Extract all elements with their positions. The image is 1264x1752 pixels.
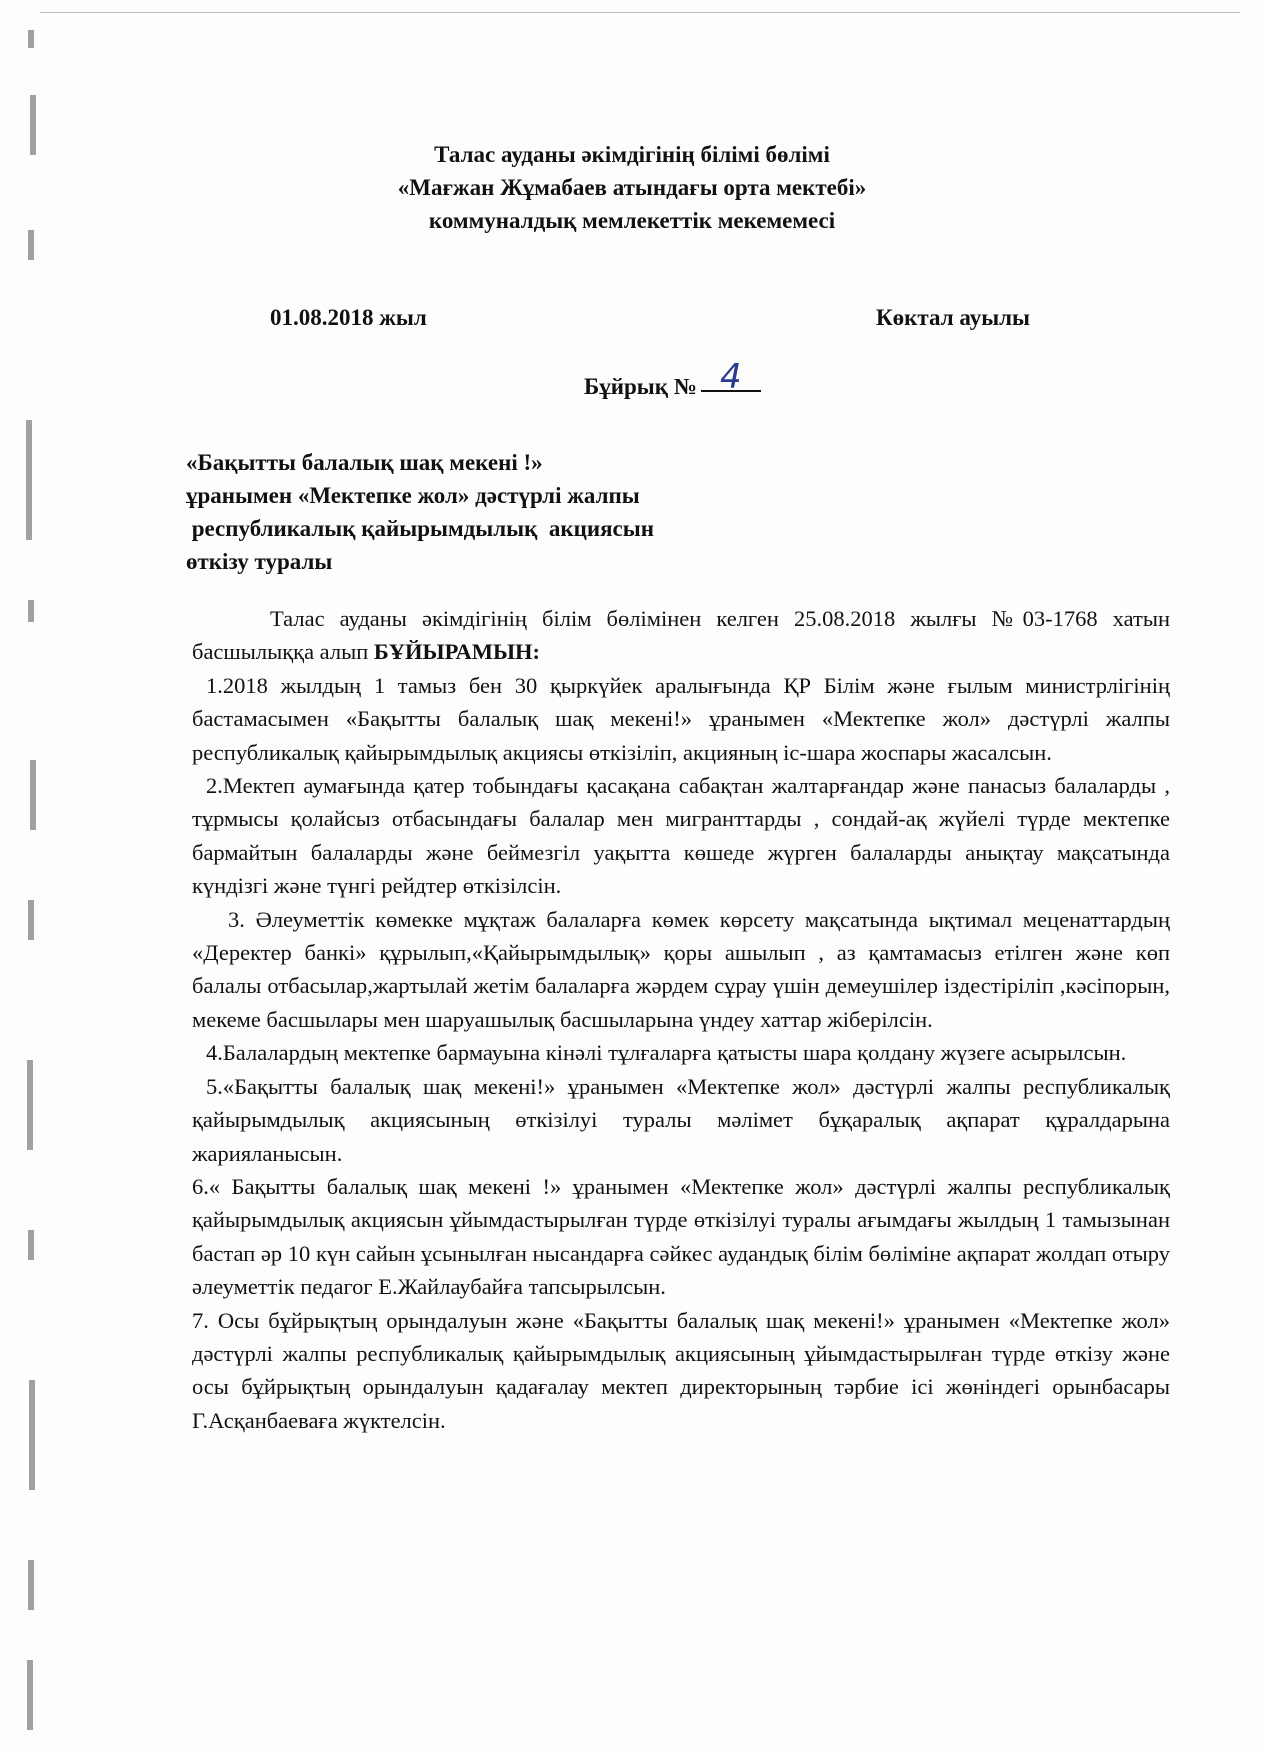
document-place: Көктал ауылы — [876, 305, 1031, 330]
organization-header — [0, 138, 1264, 237]
header-line-2: «Мағжан Жұмабаев атындағы орта мектебі» — [397, 175, 867, 200]
scan-top-line — [40, 12, 1240, 13]
order-body — [192, 602, 1170, 1437]
intro-paragraph — [192, 602, 1170, 669]
order-item-5: 5.«Бақытты балалық шақ мекені!» ұранымен «Мектепке жол» дәстүрлі жалпы республикалық қайырымдылық акциясының өткізілуі туралы мәлімет бұқаралық ақпарат құралдарына жарияланысын. — [192, 1073, 1170, 1166]
order-item-2: 2.Мектеп аумағында қатер тобындағы қасақана сабақтан жалтарғандар және панасыз балаларды , тұрмысы қолайсыз отбасындағы балалар мен мигранттарды , сондай-ақ жүйелі түрде мектепке бармайтын балаларды және беймезгіл уақытта көшеде жүрген балаларды анықтау мақсатында күндізгі және түнгі рейдтер өткізілсін. — [192, 773, 1170, 899]
order-subject — [186, 446, 826, 578]
subject-line-3: республикалық қайырымдылық акциясын — [186, 516, 654, 541]
order-number-handwritten: 4 — [701, 364, 761, 392]
document-date: 01.08.2018 жыл — [270, 305, 427, 330]
subject-line-2: ұранымен «Мектепке жол» дәстүрлі жалпы — [186, 483, 640, 508]
order-item-7: 7. Осы бұйрықтың орындалуын және «Бақытты балалық шақ мекені!» ұранымен «Мектепке жол» дәстүрлі жалпы республикалық қайырымдылық акциясының ұйымдастырылған түрде өткізу және осы бұйрықтың орындалуын қадағалау мектеп директорының тәрбие ісі жөніндегі орынбасары Г.Асқанбаеваға жүктелсін. — [192, 1307, 1170, 1433]
scan-edge-artifact — [0, 0, 50, 1752]
order-item-4: 4.Балалардың мектепке бармауына кінәлі тұлғаларға қатысты шара қолдану жүзеге асырылсын. — [206, 1040, 1127, 1066]
intro-text: Талас ауданы әкімдігінің білім бөлімінен келген 25.08.2018 жылғы №03-1768 хатын басшылыққа алып — [192, 606, 1170, 665]
intro-decree-word: БҰЙЫРАМЫН: — [373, 639, 541, 665]
order-title-label: Бұйрық № — [584, 374, 697, 399]
header-line-1: Талас ауданы әкімдігінің білімі бөлімі — [434, 142, 830, 167]
order-item-1: 1.2018 жылдың 1 тамыз бен 30 қыркүйек аралығында ҚР Білім және ғылым министрлігінің бастамасымен «Бақытты балалық шақ мекені!» ұранымен «Мектепке жол» дәстүрлі жалпы республикалық қайырымдылық акциясы өткізіліп, акцияның іс-шара жоспары жасалсын. — [192, 672, 1170, 765]
header-line-3: коммуналдық мемлекеттік мекемемесі — [428, 208, 836, 233]
subject-line-4: өткізу туралы — [186, 549, 333, 574]
subject-line-1: «Бақытты балалық шақ мекені !» — [186, 450, 543, 475]
order-title — [584, 357, 761, 400]
order-item-3: 3. Әлеуметтік көмекке мұқтаж балаларға көмек көрсету мақсатында ықтимал меценаттардың «Деректер банкі» құрылып,«Қайырымдылық» қоры ашылып , аз қамтамасыз етілген және көп балалы отбасылар,жартылай жетім балаларға жәрдем сұрау үшін демеушілер іздестіріліп ,кәсіпорын, мекеме басшылары мен шаруашылық басшыларына үндеу хаттар жіберілсін. — [192, 906, 1170, 1032]
order-item-6: 6.« Бақытты балалық шақ мекені !» ұранымен «Мектепке жол» дәстүрлі жалпы республикалық қайырымдылық акциясын ұйымдастырылған түрде өткізілуі туралы ағымдағы жылдың 1 тамызынан бастап әр 10 күн сайын ұсынылған нысандарға сәйкес аудандық білім бөліміне ақпарат жолдап отыру әлеуметтік педагог Е.Жайлаубайға тапсырылсын. — [192, 1173, 1170, 1300]
